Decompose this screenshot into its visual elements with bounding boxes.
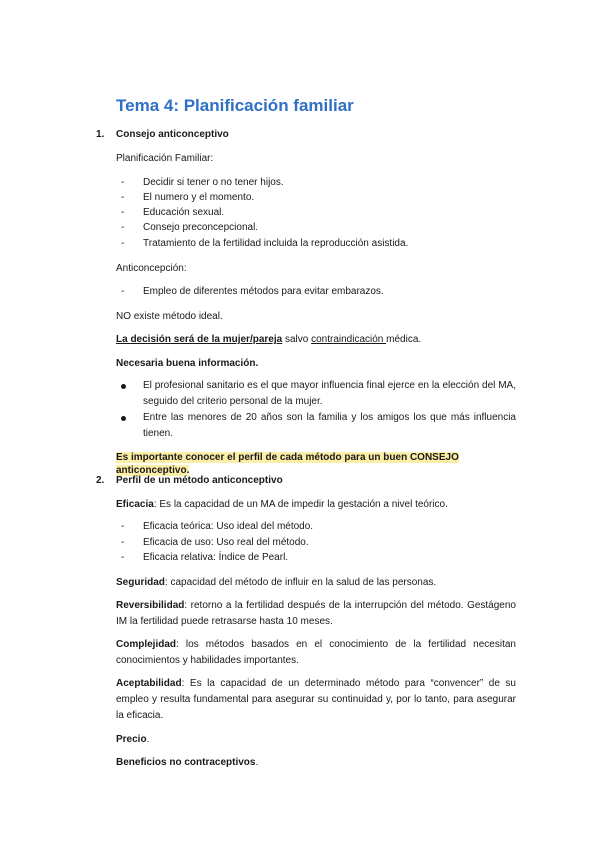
section-1-title: Consejo anticonceptivo [116,129,229,140]
beneficios-label: Beneficios no contraceptivos [116,757,256,768]
dash-marker: - [121,286,125,297]
aceptabilidad-text: : Es la capacidad de un determinado método para “convencer” de su empleo y resulta fundamental para asegurar su continuidad y, por lo tanto, para asegurar la eficacia. [116,678,516,721]
list-item: Eficacia de uso: Uso real del método. [143,537,309,548]
eficacia-paragraph [116,498,516,511]
bullet-item: El profesional sanitario es el que mayor influencia final ejerce en la elección del MA, seguido del criterio personal de la mujer. [143,380,516,407]
list-item: Empleo de diferentes métodos para evitar embarazos. [143,286,384,297]
dash-marker: - [121,537,125,548]
beneficios-paragraph [116,756,516,769]
section-2-heading [96,475,283,486]
dash-marker: - [121,521,125,532]
dash-marker: - [121,177,125,188]
list-item: Eficacia relativa: Índice de Pearl. [143,552,289,563]
list-item: Educación sexual. [143,207,225,218]
contraindicacion-text: contraindicación [311,334,387,345]
decision-paragraph [116,333,516,346]
section-2-title: Perfil de un método anticonceptivo [116,475,283,486]
section-1-heading [96,129,229,140]
bullet-icon [121,384,126,389]
dash-marker: - [121,222,125,233]
reversibilidad-paragraph [116,598,516,630]
precio-suffix: . [146,734,150,745]
seguridad-text: : capacidad del método de influir en la salud de las personas. [164,577,437,588]
list-item: Consejo preconcepcional. [143,222,259,233]
section-2-number: 2. [96,475,105,486]
highlight-paragraph [116,451,516,477]
document-title: Tema 4: Planificación familiar [116,96,354,115]
necesaria-heading [116,357,516,370]
necesaria-text: Necesaria buena información. [116,358,259,369]
planificacion-label: Planificación Familiar: [116,153,214,164]
no-ideal-text: NO existe método ideal. [116,311,223,322]
list-item: Decidir si tener o no tener hijos. [143,177,284,188]
list-item: El numero y el momento. [143,192,255,203]
eficacia-text: : Es la capacidad de un MA de impedir la gestación a nivel teórico. [153,499,448,510]
complejidad-text: : los métodos basados en el conocimiento de la fertilidad necesitan conocimientos y habilidades importantes. [116,639,516,666]
aceptabilidad-paragraph [116,676,516,724]
dash-marker: - [121,192,125,203]
aceptabilidad-label: Aceptabilidad [116,678,182,689]
bullet-item: Entre las menores de 20 años son la familia y los amigos los que más influencia tienen. [143,412,516,439]
complejidad-label: Complejidad [116,639,177,650]
decision-end: médica. [386,334,422,345]
dash-marker: - [121,552,125,563]
list-item: Eficacia teórica: Uso ideal del método. [143,521,314,532]
reversibilidad-text: : retorno a la fertilidad después de la interrupción del método. Gestágeno IM la fertilidad puede retrasarse hasta 10 meses. [116,600,516,627]
beneficios-suffix: . [255,757,259,768]
decision-text: salvo [282,334,312,345]
seguridad-paragraph [116,576,516,589]
precio-label: Precio [116,734,147,745]
anticoncepcion-label: Anticoncepción: [116,263,187,274]
seguridad-label: Seguridad [116,577,165,588]
decision-emphasis: La decisión será de la mujer/pareja [116,334,283,345]
eficacia-label: Eficacia [116,499,154,510]
bullet-icon [121,416,126,421]
dash-marker: - [121,207,125,218]
reversibilidad-label: Reversibilidad [116,600,185,611]
highlight-text: Es importante conocer el perfil de cada método para un buen CONSEJO anticonceptivo. [116,452,459,476]
list-item: Tratamiento de la fertilidad incluida la reproducción asistida. [143,238,409,249]
complejidad-paragraph [116,637,516,669]
precio-paragraph [116,733,516,746]
dash-marker: - [121,238,125,249]
section-1-number: 1. [96,129,105,140]
